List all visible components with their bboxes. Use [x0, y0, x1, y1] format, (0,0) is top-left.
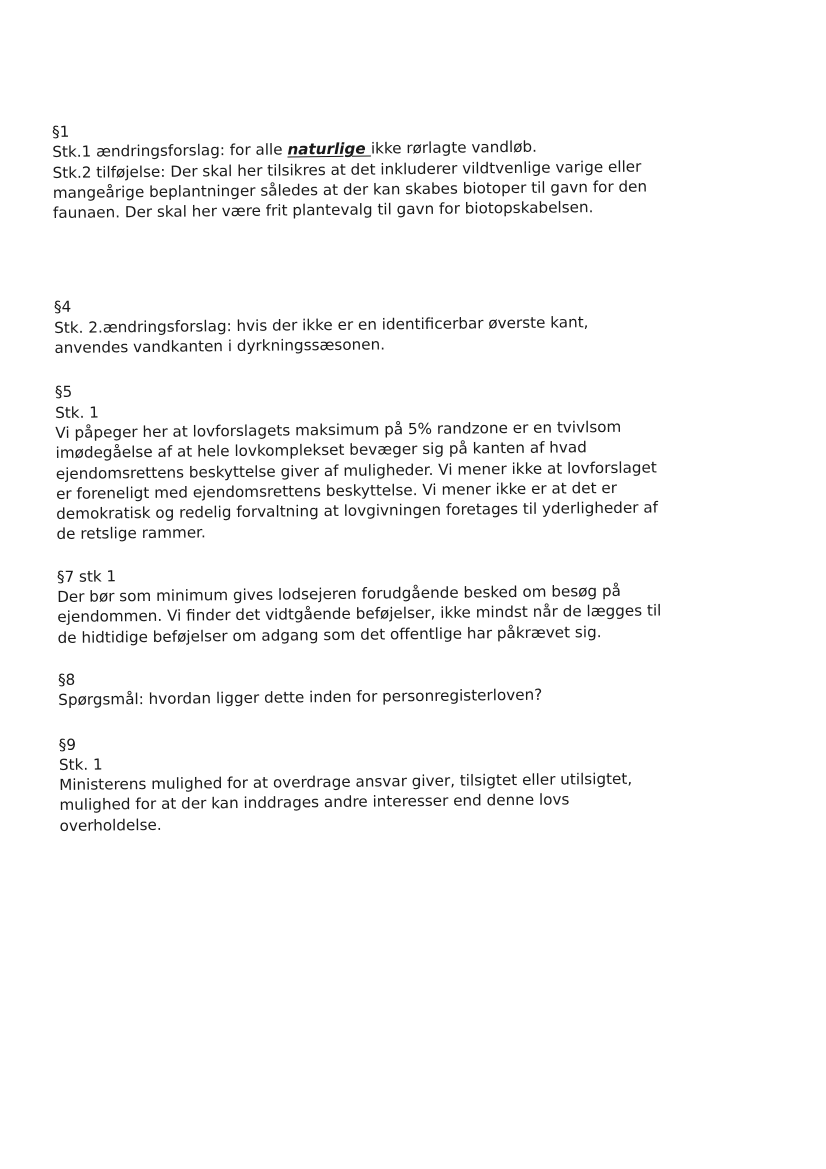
- section-1-stk1-suffix: ikke rørlagte vandløb.: [370, 138, 538, 158]
- section-5-line: ejendomsrettens beskyttelse giver af muligheder. Vi mener ikke at lovforslaget: [55, 458, 657, 483]
- section-8: [58, 662, 758, 710]
- section-9-subheading: Stk. 1: [58, 755, 103, 774]
- section-1-heading: §1: [52, 122, 70, 141]
- section-4: [54, 290, 755, 358]
- document-body: [52, 114, 760, 836]
- section-5-line: Vi påpeger her at lovforslagets maksimum på 5% randzone er en tvivlsom: [55, 417, 622, 442]
- section-9-line: overholdelse.: [59, 815, 162, 835]
- section-8-line: Spørgsmål: hvordan ligger dette inden for personregisterloven?: [58, 685, 543, 710]
- section-5-subheading: Stk. 1: [55, 403, 99, 422]
- section-1-stk2-line: faunaen. Der skal her være frit plantevalg til gavn for biotopskabelsen.: [52, 198, 594, 223]
- section-7-heading: §7 stk 1: [56, 567, 117, 586]
- section-1-stk1-prefix: Stk.1 ændringsforslag: for alle: [52, 140, 288, 162]
- section-9: [59, 727, 760, 836]
- section-7-line: de hidtidige beføjelser om adgang som det offentlige har påkrævet sig.: [57, 622, 602, 647]
- section-9-line: Ministerens mulighed for at overdrage ansvar giver, tilsigtet eller utilsigtet,: [59, 769, 633, 795]
- section-8-heading: §8: [57, 670, 76, 689]
- section-5-heading: §5: [54, 383, 73, 402]
- section-5: [55, 375, 757, 545]
- section-7-line: Der bør som minimum gives lodsejeren forudgående besked om besøg på: [57, 581, 622, 607]
- section-1: [52, 114, 753, 223]
- section-9-heading: §9: [58, 735, 77, 754]
- section-1-stk1-emphasis: naturlige: [287, 139, 371, 159]
- section-9-line: mulighed for at der kan inddrages andre interesser end denne lovs: [59, 790, 570, 815]
- section-5-line: demokratisk og redelig forvaltning at lovgivningen foretages til yderligheder af: [56, 498, 659, 524]
- section-4-line: Stk. 2.ændringsforslag: hvis der ikke er en identificerbar øverste kant,: [54, 312, 589, 337]
- section-5-line: de retslige rammer.: [56, 523, 206, 544]
- section-5-line: er foreneligt med ejendomsrettens beskyttelse. Vi mener ikke er at det er: [55, 478, 617, 503]
- section-7-line: ejendommen. Vi finder det vidtgående beføjelser, ikke mindst når de lægges til: [57, 601, 662, 627]
- section-4-line: anvendes vandkanten i dyrkningssæsonen.: [54, 335, 386, 358]
- section-1-stk2-line: Stk.2 tilføjelse: Der skal her tilsikres at det inkluderer vildtvenlige varige eller: [52, 157, 642, 182]
- section-4-heading: §4: [53, 298, 72, 317]
- section-1-stk2-line: mangeårige beplantninger således at der kan skabes biotoper til gavn for den: [52, 177, 648, 202]
- section-5-line: imødegåelse af at hele lovkomplekset bevæger sig på kanten af hvad: [55, 438, 587, 463]
- section-7: [57, 559, 758, 648]
